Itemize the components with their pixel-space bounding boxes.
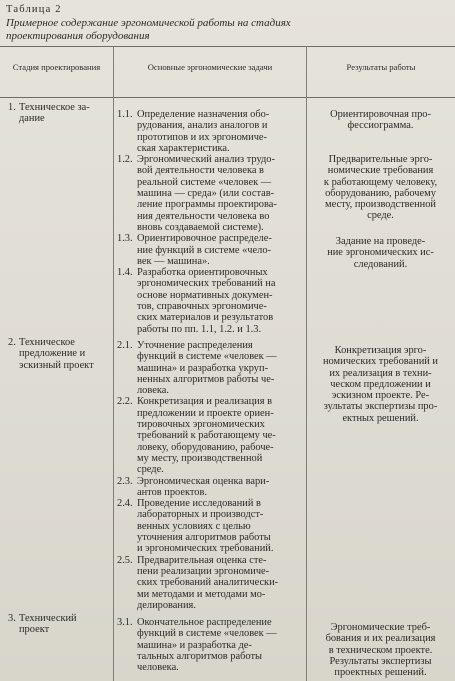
- stage-name-line: дание: [19, 113, 45, 125]
- result-line: Задание на проведе-: [335, 236, 426, 247]
- result-line: номические требования: [327, 165, 434, 177]
- task-number: 3.1.: [117, 617, 133, 628]
- task-line: функций в системе «человек —: [137, 628, 277, 640]
- task-number: 2.1.: [117, 340, 133, 351]
- task-line: предложении и проекте ориен-: [137, 407, 274, 419]
- stage-2-tasks: [117, 340, 304, 611]
- stage-name-line: Техническое за-: [19, 102, 90, 113]
- task-number: 2.4.: [117, 498, 133, 510]
- task-item: [117, 617, 304, 673]
- task-line: человека.: [137, 662, 179, 674]
- task-line: пени реализации эргономиче-: [137, 565, 270, 577]
- task-line: венных условиях с целью: [137, 520, 251, 532]
- task-number: 2.5.: [117, 554, 133, 566]
- task-line: тов, справочных эргономиче-: [137, 301, 267, 313]
- stage-1-tasks: [117, 109, 304, 335]
- task-line: Предварительная оценка сте-: [137, 554, 267, 566]
- task-line: Эргономический анализ трудо-: [137, 154, 275, 166]
- stage-name-line: эскизный проект: [19, 359, 94, 371]
- header-stage: Стадия проектирования: [12, 62, 101, 72]
- task-line: рудования, анализ аналогов и: [137, 120, 268, 132]
- result-line: номических требований и: [323, 356, 438, 368]
- task-line: вой деятельности человека в: [137, 165, 264, 177]
- stage-name-line: предложение и: [19, 348, 86, 360]
- task-line: машина» и разработка укруп-: [137, 362, 269, 374]
- task-line: ние функций в системе «чело-: [137, 244, 271, 256]
- stage-number: 2.: [8, 337, 16, 348]
- stage-1: [8, 102, 111, 125]
- table-caption: [6, 4, 446, 42]
- task-line: век — машина».: [137, 255, 210, 267]
- task-item: [117, 498, 304, 554]
- result-line: оборудованию, рабочему: [325, 187, 436, 199]
- task-number: 1.2.: [117, 154, 133, 166]
- result-line: эскизном проекте. Ре-: [331, 390, 430, 402]
- task-line: ния деятельности человека во: [137, 210, 270, 222]
- task-line: функций в системе «человек —: [137, 351, 277, 363]
- task-line: Определение назначения обо-: [137, 109, 270, 120]
- task-line: ми методами и методами мо-: [137, 588, 266, 600]
- task-number: 1.4.: [117, 267, 133, 279]
- task-line: Проведение исследований в: [137, 498, 261, 510]
- header-bottom-rule: [0, 97, 455, 98]
- result-line: ние эргономических ис-: [327, 247, 434, 259]
- stage-name-line: проект: [19, 624, 50, 636]
- table-top-rule: [0, 46, 455, 47]
- table-title-line-2: проектирования оборудования: [6, 30, 150, 42]
- task-line: тировочных эргономических: [137, 419, 265, 431]
- task-number: 1.1.: [117, 109, 133, 120]
- stage-number: 1.: [8, 102, 16, 113]
- task-item: [117, 233, 304, 267]
- stage-2-result: [309, 345, 452, 424]
- result-line: фессиограмма.: [347, 120, 414, 132]
- stage-name-line: Технический: [19, 613, 77, 624]
- task-line: реальной системе «человек —: [137, 176, 272, 188]
- task-line: уточнения алгоритмов работы: [137, 532, 271, 544]
- task-line: ненных алгоритмов работы че-: [137, 373, 275, 385]
- task-line: Ориентировочное распределе-: [137, 233, 272, 245]
- task-line: Конкретизация и реализация в: [137, 396, 273, 408]
- result-line: Конкретизация эрго-: [334, 345, 427, 356]
- task-item: [117, 396, 304, 475]
- result-line: Ориентировочная про-: [330, 109, 431, 120]
- stage-1-result-1: [309, 109, 452, 132]
- task-item: [117, 340, 304, 396]
- stage-3: [8, 613, 111, 636]
- task-line: Уточнение распределения: [137, 340, 253, 351]
- stage-1-result-3: [309, 236, 452, 270]
- result-line: в техническом проекте.: [328, 644, 433, 656]
- header-results: Результаты работы: [346, 62, 416, 72]
- table-title-line-1: Примерное содержание эргономической работы на стадиях: [6, 17, 291, 29]
- result-line: Эргономические треб-: [330, 622, 431, 633]
- task-number: 1.3.: [117, 233, 133, 245]
- column-divider-1: [113, 46, 114, 681]
- stage-2: [8, 337, 111, 371]
- task-line: ских требований аналитически-: [137, 577, 279, 589]
- result-line: Предварительные эрго-: [328, 154, 433, 165]
- task-line: машина — среда» (или состав-: [137, 188, 275, 200]
- stage-3-result: [309, 622, 452, 678]
- task-line: работы по пп. 1.1, 1.2. и 1.3.: [137, 323, 262, 335]
- task-line: му месту, производственной: [137, 452, 263, 464]
- result-line: зультаты экспертизы про-: [323, 401, 438, 413]
- result-line: ектных решений.: [342, 412, 419, 424]
- task-line: ловека.: [137, 385, 169, 397]
- task-item: [117, 555, 304, 611]
- task-line: антов проектов.: [137, 486, 207, 498]
- task-line: вновь создаваемой системе).: [137, 221, 264, 233]
- result-line: следований.: [353, 258, 408, 270]
- result-line: бования и их реализация: [325, 633, 436, 645]
- task-line: эргономических требований на: [137, 278, 276, 290]
- task-line: основе нормативных докумен-: [137, 289, 273, 301]
- task-line: ловеку, оборудованию, рабоче-: [137, 441, 274, 453]
- task-number: 2.3.: [117, 475, 133, 487]
- result-line: проектных решений.: [334, 667, 427, 679]
- task-line: делирования.: [137, 599, 196, 611]
- task-line: среде.: [137, 464, 164, 476]
- task-line: Окончательное распределение: [137, 617, 272, 628]
- task-line: и эргономических требований.: [137, 543, 274, 555]
- task-number: 2.2.: [117, 396, 133, 408]
- result-line: среде.: [367, 210, 394, 222]
- stage-3-tasks: [117, 617, 304, 673]
- task-item: [117, 476, 304, 499]
- task-line: тальных алгоритмов работы: [137, 650, 262, 662]
- result-line: месту, производственной: [325, 199, 436, 211]
- result-line: Результаты экспертизы: [329, 655, 432, 667]
- stage-1-result-2: [309, 154, 452, 222]
- table-label: Таблица 2: [6, 4, 62, 15]
- task-line: лабораторных и производст-: [137, 509, 264, 521]
- result-line: ческом предложении и: [330, 378, 431, 390]
- task-item: [117, 267, 304, 335]
- task-item: [117, 154, 304, 233]
- task-line: Разработка ориентировочных: [137, 267, 268, 279]
- header-tasks: Основные эргономические задачи: [147, 62, 273, 72]
- task-line: требований к работающему че-: [137, 430, 276, 442]
- task-line: машина» и разработка де-: [137, 639, 252, 651]
- stage-name-line: Техническое: [19, 337, 75, 348]
- task-item: [117, 109, 304, 154]
- task-line: ление программы проектирова-: [137, 199, 277, 211]
- task-line: Эргономическая оценка вари-: [137, 475, 270, 487]
- task-line: ская характеристика.: [137, 142, 230, 154]
- column-divider-2: [306, 46, 307, 681]
- stage-number: 3.: [8, 613, 16, 624]
- task-line: ских материалов и результатов: [137, 312, 274, 324]
- task-line: прототипов и их эргономиче-: [137, 131, 267, 143]
- result-line: к работающему человеку,: [323, 176, 438, 188]
- result-line: их реализация в техни-: [329, 367, 432, 379]
